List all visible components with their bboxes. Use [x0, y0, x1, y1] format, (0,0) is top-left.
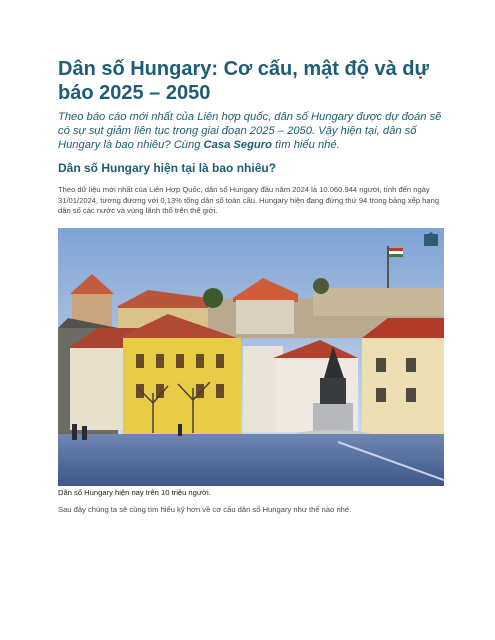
- image-caption: Dân số Hungary hiện nay trên 10 triệu người.: [58, 488, 211, 497]
- paragraph-population: Theo dữ liệu mới nhất của Liên Hợp Quốc, dân số Hungary đầu năm 2024 là 10.060.944 người, tính đến ngày 31/01/2024, tương đương với 0,13% tổng dân số toàn cầu. Hungary hiện đang đứng thứ 94 trong bảng xếp hạng dân số các nước và vùng lãnh thổ trên thế giới.: [58, 185, 440, 215]
- brand-name: Casa Seguro: [203, 139, 272, 151]
- section-heading: Dân số Hungary hiện tại là bao nhiêu?: [58, 161, 277, 175]
- paragraph-intro-structure: Sau đây chúng ta sẽ cùng tìm hiểu kỹ hơn về cơ cấu dân số Hungary như thế nào nhé.: [58, 505, 352, 514]
- lead-paragraph: [58, 110, 450, 152]
- lead-text-1: Theo báo cáo mới nhất của Liên hợp quốc, dân số Hungary được dự đoán sẽ có sự sụt giảm liên tục trong giai đoạn 2025 – 2050. Vậy hiện tại, dân số Hungary là bao nhiêu? Cùng: [58, 111, 442, 151]
- hungary-town-photo: [58, 228, 444, 486]
- lead-text-2: tìm hiểu nhé.: [271, 139, 340, 151]
- page-title: Dân số Hungary: Cơ cấu, mật độ và dự báo 2025 – 2050: [58, 58, 429, 104]
